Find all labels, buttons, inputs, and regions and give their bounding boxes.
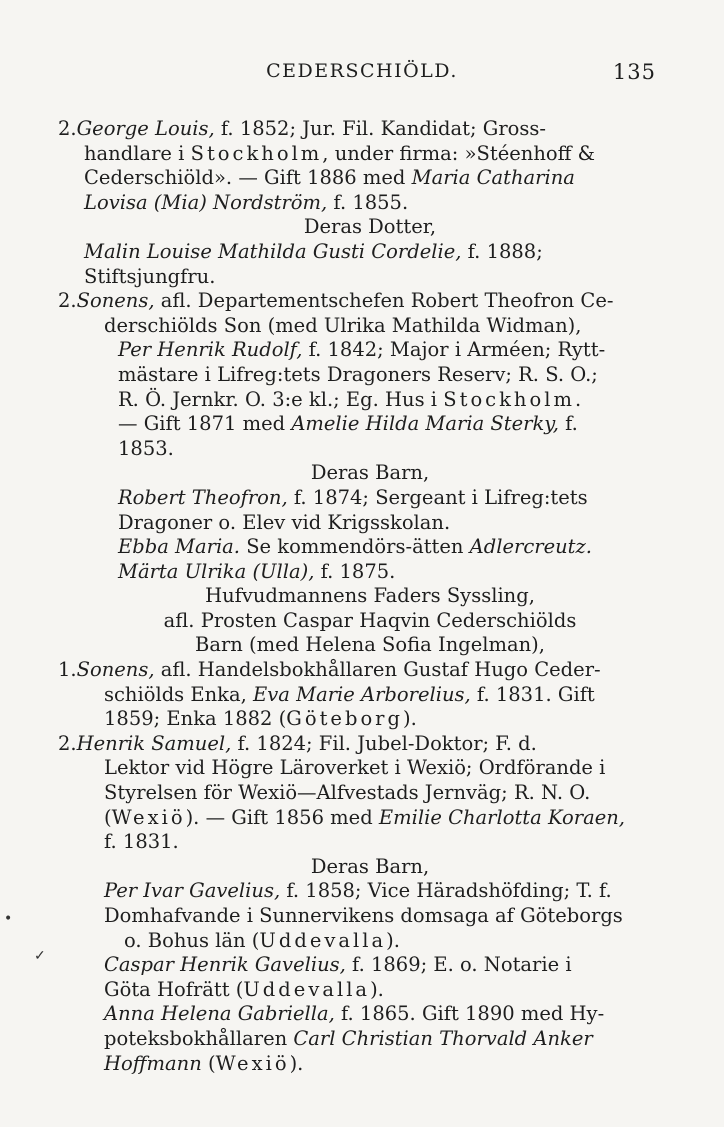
text-line [84, 904, 656, 929]
text-line [84, 978, 656, 1003]
text-run: f. 1858; Vice Häradshöfding; T. f. [280, 879, 612, 903]
italic-text: Ebba Maria. [118, 535, 240, 559]
text-run: ). [289, 1051, 304, 1075]
text-line [84, 511, 656, 536]
entry-number: 1. [58, 658, 77, 682]
text-line [84, 707, 656, 732]
text-run: f. 1831. Gift [470, 682, 595, 706]
text-line [84, 142, 656, 167]
text-run: Dragoner o. Elev vid Krigsskolan. [118, 510, 451, 534]
text-run: Styrelsen för Wexiö—Alfvestads Jernväg; R. N. O. [104, 781, 591, 805]
text-line [84, 855, 656, 880]
italic-text: Amelie Hilda Maria Sterky, [291, 412, 559, 436]
text-run: f. 1824; Fil. Jubel-Doktor; F. d. [231, 731, 537, 755]
text-run: Cederschiöld». — Gift 1886 med [84, 166, 412, 190]
italic-text: Sonens, [76, 289, 155, 313]
text-run: afl. Departementschefen Robert Theofron Ce- [154, 289, 614, 313]
text-run: f. 1855. [327, 190, 409, 214]
spaced-place-name: Stockholm [443, 387, 575, 411]
text-line [84, 953, 656, 978]
text-run: f. [558, 412, 578, 436]
italic-text: George Louis, [76, 117, 215, 140]
text-run: 1859; Enka 1882 ( [104, 707, 287, 731]
text-line [84, 879, 656, 904]
text-run: handlare i [84, 141, 191, 165]
text-line [84, 830, 656, 855]
text-run: poteksbokhållaren [104, 1026, 294, 1050]
text-run: Stiftsjungfru. [84, 264, 216, 288]
text-line [84, 806, 656, 831]
spaced-place-name: Uddevalla [259, 928, 387, 952]
text-line [84, 584, 656, 609]
text-run: — Gift 1871 med [118, 412, 292, 436]
text-line [84, 338, 656, 363]
text-line [84, 486, 656, 511]
entry-number: 2. [58, 731, 77, 755]
text-run: ). [386, 928, 400, 952]
text-run: ( [104, 805, 112, 829]
text-line [84, 560, 656, 585]
text-run: ). [403, 707, 417, 731]
entry-number: 2. [58, 289, 77, 313]
margin-bullet-icon: • [4, 911, 13, 927]
text-run: schiölds Enka, [104, 682, 254, 706]
text-run: Domhafvande i Sunnervikens domsaga af Göteborgs [104, 904, 623, 927]
text-line [84, 461, 656, 486]
text-line [84, 215, 656, 240]
text-run: f. 1852; Jur. Fil. Kandidat; Gross- [214, 117, 546, 140]
text-run: mästare i Lifreg:tets Dragoners Reserv; R. S. O.; [118, 362, 598, 386]
italic-text: Anna Helena Gabriella, [104, 1002, 335, 1026]
text-run: 1853. [118, 436, 174, 460]
italic-text: Märta Ulrika (Ulla), [118, 559, 315, 583]
text-run: , under firma: »Stéenhoff & [322, 141, 596, 165]
text-line [58, 658, 656, 683]
italic-text: Caspar Henrik Gavelius, [104, 953, 346, 977]
text-line [84, 683, 656, 708]
text-run: ). [370, 977, 384, 1001]
text-run: ). — Gift 1856 med [185, 805, 379, 829]
text-line [84, 412, 656, 437]
italic-text: Per Henrik Rudolf, [118, 338, 303, 362]
text-line [84, 633, 656, 658]
text-run: Se kommendörs-ätten [240, 535, 470, 559]
italic-text: Hoffmann [104, 1051, 202, 1075]
italic-text: Emilie Charlotta Koraen, [378, 805, 625, 829]
text-run: o. Bohus län ( [124, 928, 260, 952]
text-run: f. 1888; [461, 239, 543, 263]
text-run: f. 1869; E. o. Notarie i [345, 953, 572, 977]
text-line [84, 1027, 656, 1052]
text-run: f. 1831. [104, 830, 179, 854]
text-run: f. 1842; Major i Arméen; Rytt- [302, 338, 606, 362]
text-run: Deras Dotter, [303, 215, 437, 239]
text-run: ( [201, 1051, 216, 1075]
text-line [84, 191, 656, 216]
text-line [84, 166, 656, 191]
text-run: afl. Prosten Caspar Haqvin Cederschiölds [163, 608, 577, 632]
text-line [84, 1052, 656, 1077]
spaced-place-name: Wexiö [111, 805, 186, 829]
text-line [84, 437, 656, 462]
italic-text: Lovisa (Mia) Nordström, [84, 190, 328, 214]
text-run: Hufvudmannens Faders Syssling, [205, 584, 535, 608]
text-line [58, 731, 656, 757]
spaced-place-name: Stockholm [190, 141, 323, 165]
text-line [84, 314, 656, 339]
spaced-place-name: Wexiö [215, 1051, 290, 1075]
margin-tick-icon: ✓ [34, 948, 46, 964]
text-run: . [574, 387, 582, 411]
spaced-place-name: Göteborg [286, 707, 403, 731]
page-header [0, 60, 724, 90]
text-run: Göta Hofrätt ( [104, 977, 244, 1001]
italic-text: Carl Christian Thorvald Anker [293, 1026, 593, 1050]
page-number: 135 [612, 60, 656, 84]
text-line [84, 388, 656, 413]
italic-text: Henrik Samuel, [76, 731, 232, 755]
text-line [84, 1002, 656, 1027]
text-line [58, 289, 656, 314]
text-line [58, 117, 656, 142]
text-line [84, 240, 656, 265]
text-run: Lektor vid Högre Läroverket i Wexiö; Ordförande i [104, 756, 606, 780]
text-run: R. Ö. Jernkr. O. 3:e kl.; Eg. Hus i [118, 387, 444, 411]
running-title: CEDERSCHIÖLD. [266, 60, 458, 82]
text-line [84, 609, 656, 634]
italic-text: Robert Theofron, [118, 485, 288, 509]
text-run: Deras Barn, [310, 854, 430, 878]
text-line [84, 781, 656, 806]
spaced-place-name: Uddevalla [243, 977, 371, 1001]
entry-number: 2. [58, 117, 77, 140]
text-line [84, 535, 656, 560]
text-run: Barn (med Helena Sofia Ingelman), [195, 633, 545, 657]
italic-text: Sonens, [76, 658, 155, 682]
text-body [58, 117, 656, 1076]
text-run: afl. Handelsbokhållaren Gustaf Hugo Ceder- [154, 658, 601, 682]
italic-text: Malin Louise Mathilda Gusti Cordelie, [84, 239, 462, 263]
text-line [84, 756, 656, 781]
text-line [84, 265, 656, 290]
italic-text: Adlercreutz. [469, 535, 592, 559]
text-line [84, 363, 656, 388]
text-run: f. 1865. Gift 1890 med Hy- [334, 1002, 605, 1026]
italic-text: Per Ivar Gavelius, [104, 879, 281, 903]
italic-text: Eva Marie Arborelius, [253, 682, 471, 706]
italic-text: Maria Catharina [411, 166, 575, 190]
text-run: f. 1875. [314, 559, 396, 583]
text-line [84, 929, 656, 954]
text-run: derschiölds Son (med Ulrika Mathilda Widman), [104, 313, 582, 337]
text-run: f. 1874; Sergeant i Lifreg:tets [287, 485, 588, 509]
text-run: Deras Barn, [310, 461, 430, 485]
